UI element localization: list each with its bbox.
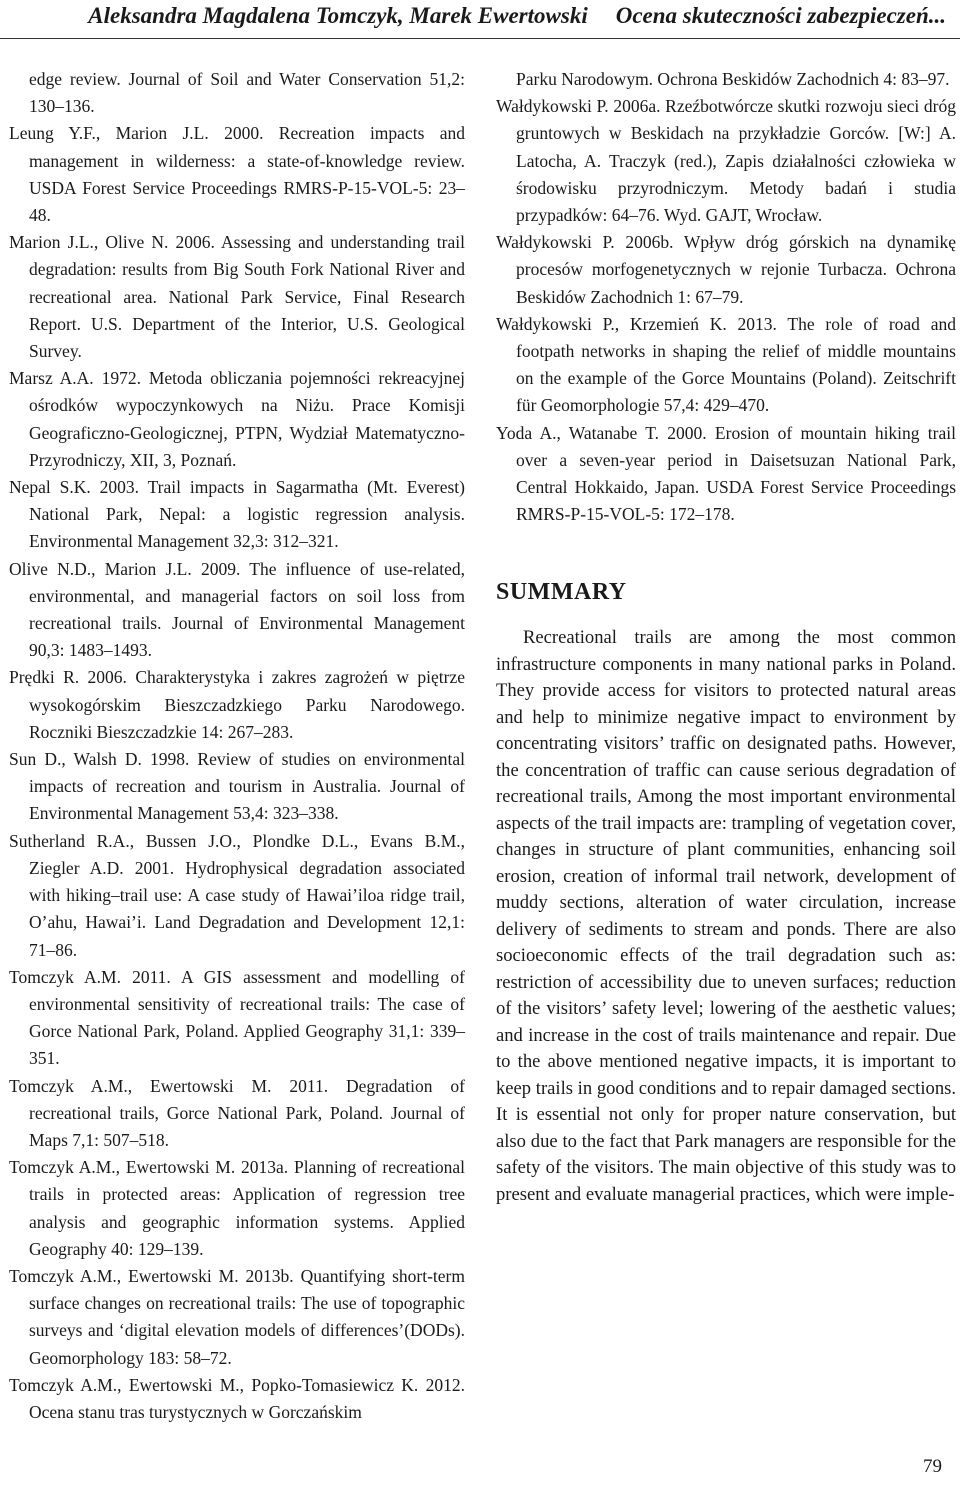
reference-entry: Olive N.D., Marion J.L. 2009. The influence of use-related, environmental, and managerial factors on soil loss from recreational trails. Journal of Environmental Management 90,3: 1483–1493. [9, 558, 465, 661]
summary-paragraph: Recreational trails are among the most common infrastructure components in many national parks in Poland. They provide access for visitors to protected natural areas and help to minimize negative impact to environment by concentrating visitors’ traffic on designated paths. However, the concentration of traffic can cause serious degradation of recreational trails, Among the most important environmental aspects of the trail impacts are: trampling of vegetation cover, changes in structure of plant communities, enhancing soil erosion, creation of informal trail network, development of muddy sections, alteration of water circulation, increase delivery of sediments to stream and ponds. There are also socioeconomic effects of the trail degradation such as: restriction of accessibility due to uneven surfaces; reduction of the visitors’ safety level; lowering of the aesthetic values; and increase in the cost of trails maintenance and repair. Due to the above mentioned negative impacts, it is important to keep trails in good conditions and to repair damaged sections. It is essential not only for proper nature conservation, but also due to the fact that Park managers are responsible for the safety of the visitors. The main objective of this study was to present and evaluate managerial practices, which were imple- [496, 627, 956, 1205]
reference-entry: Wałdykowski P. 2006b. Wpływ dróg górskich na dynamikę procesów morfogenetycznych w rejonie Turbacza. Ochrona Beskidów Zachodnich 1: 67–79. [496, 232, 956, 307]
reference-entry: Sun D., Walsh D. 1998. Review of studies on environmental impacts of recreation and tourism in Australia. Journal of Environmental Management 53,4: 323–338. [9, 749, 465, 824]
summary-heading: SUMMARY [496, 579, 627, 606]
reference-entry: Nepal S.K. 2003. Trail impacts in Sagarmatha (Mt. Everest) National Park, Nepal: a logistic regression analysis. Environmental Management 32,3: 312–321. [9, 477, 465, 552]
reference-entry: Leung Y.F., Marion J.L. 2000. Recreation impacts and management in wilderness: a state-of-knowledge review. USDA Forest Service Proceedings RMRS-P-15-VOL-5: 23–48. [9, 123, 465, 226]
reference-entry: Wałdykowski P. 2006a. Rzeźbotwórcze skutki rozwoju sieci dróg gruntowych w Beskidach na przykładzie Gorców. [W:] A. Latocha, A. Traczyk (red.), Zapis działalności człowieka w środowisku przyrodniczym. Metody badań i studia przypadków: 64–76. Wyd. GAJT, Wrocław. [496, 96, 956, 226]
reference-continuation: Parku Narodowym. Ochrona Beskidów Zachodnich 4: 83–97. [516, 69, 950, 89]
reference-entry: Tomczyk A.M., Ewertowski M. 2011. Degradation of recreational trails, Gorce National Park, Poland. Journal of Maps 7,1: 507–518. [9, 1075, 465, 1150]
left-column [9, 66, 465, 1426]
reference-entry: Tomczyk A.M., Ewertowski M. 2013b. Quantifying short-term surface changes on recreational trails: The use of topographic surveys and ‘digital elevation models of differences’(DODs). Geomorphology 183: 58–72. [9, 1265, 465, 1368]
reference-entry: Marion J.L., Olive N. 2006. Assessing and understanding trail degradation: results from Big South Fork National River and recreational area. National Park Service, Final Research Report. U.S. Department of the Interior, U.S. Geological Survey. [9, 232, 465, 362]
running-header [0, 0, 960, 40]
reference-entry: Tomczyk A.M., Ewertowski M. 2013a. Planning of recreational trails in protected areas: Application of regression tree analysis and geographic information systems. Applied Geography 40: 129–139. [9, 1157, 465, 1259]
reference-entry: Sutherland R.A., Bussen J.O., Plondke D.L., Evans B.M., Ziegler A.D. 2001. Hydrophysical degradation associated with hiking–trail use: A case study of Hawai’iloa ridge trail, O’ahu, Hawai’i. Land Degradation and Development 12,1: 71–86. [9, 830, 465, 960]
reference-entry: Prędki R. 2006. Charakterystyka i zakres zagrożeń w piętrze wysokogórskim Bieszczadzkiego Parku Narodowego. Roczniki Bieszczadzkie 14: 267–283. [9, 667, 465, 742]
reference-entry: Wałdykowski P., Krzemień K. 2013. The role of road and footpath networks in shaping the relief of middle mountains on the example of the Gorce Mountains (Poland). Zeitschrift für Geomorphologie 57,4: 429–470. [496, 313, 956, 416]
reference-entry: Yoda A., Watanabe T. 2000. Erosion of mountain hiking trail over a seven-year period in Daisetsuzan National Park, Central Hokkaido, Japan. USDA Forest Service Proceedings RMRS-P-15-VOL-5: 172–178. [496, 422, 956, 525]
header-rule [0, 38, 960, 39]
header-article-title: Ocena skuteczności zabezpieczeń... [615, 3, 946, 28]
reference-entry: Tomczyk A.M. 2011. A GIS assessment and modelling of environmental sensitivity of recreational trails: The case of Gorce National Park, Poland. Applied Geography 31,1: 339–351. [9, 966, 465, 1069]
reference-entry: Marsz A.A. 1972. Metoda obliczania pojemności rekreacyjnej ośrodków wypoczynkowych na Niżu. Prace Komisji Geograficzno-Geologicznej, PTPN, Wydział Matematyczno-Przyrodniczy, XII, 3, Poznań. [9, 368, 465, 470]
running-header-text [88, 3, 946, 29]
page-number: 79 [923, 1456, 942, 1477]
reference-continuation: edge review. Journal of Soil and Water Conservation 51,2: 130–136. [29, 69, 465, 117]
right-column [496, 66, 956, 1208]
reference-entry: Tomczyk A.M., Ewertowski M., Popko-Tomasiewicz K. 2012. Ocena stanu tras turystycznych w Gorczańskim [9, 1374, 465, 1422]
header-authors: Aleksandra Magdalena Tomczyk, Marek Ewertowski [88, 3, 588, 28]
